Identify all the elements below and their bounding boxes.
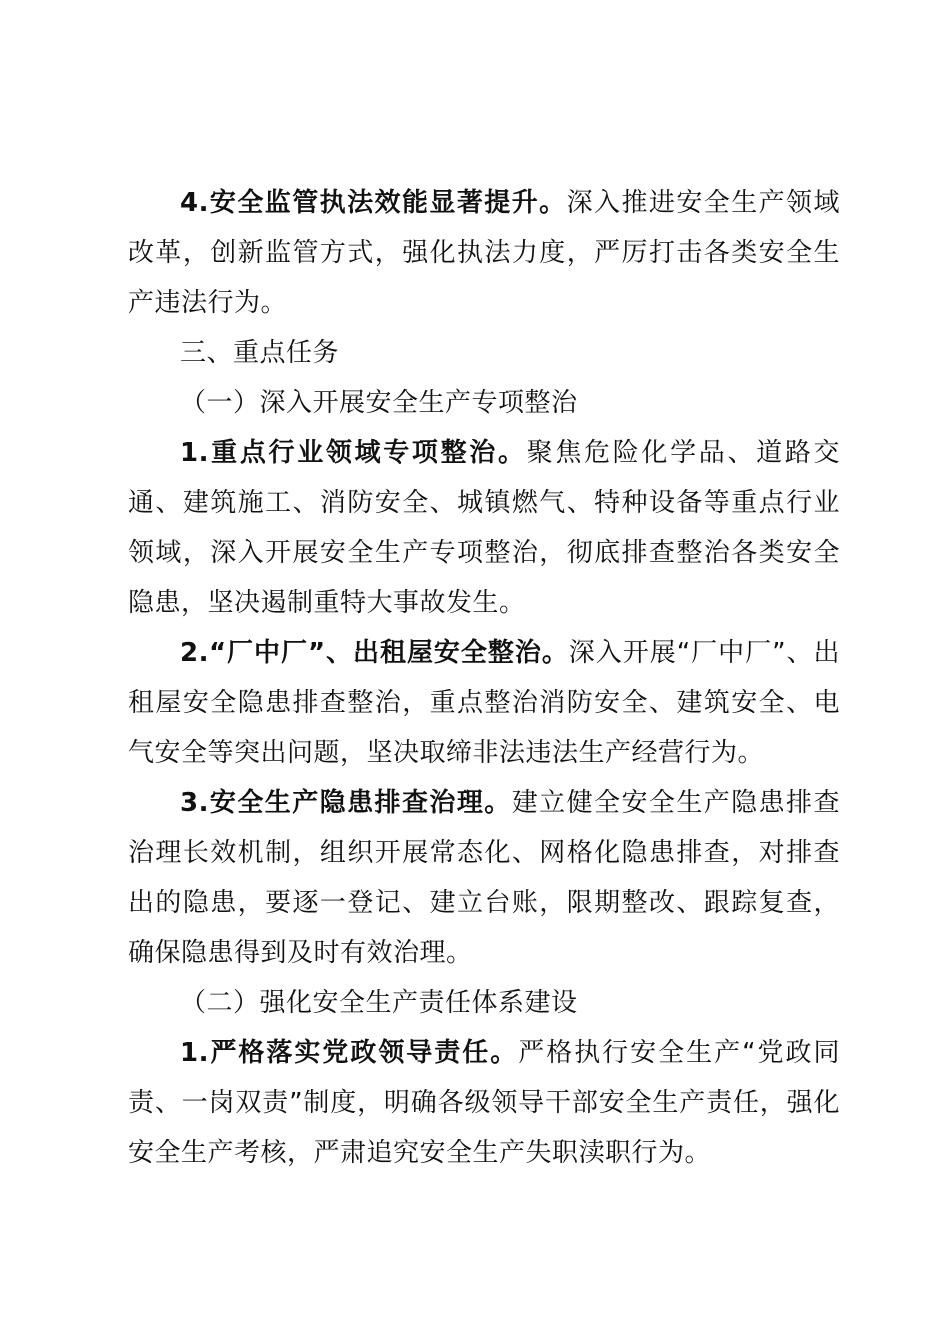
subsection-heading-text: （二）强化安全生产责任体系建设 bbox=[180, 988, 578, 1018]
paragraph-body: 聚焦危险化学品、道路交通、建筑施工、消防安全、城镇燃气、特种设备等重点行业领域，深入开展安全生产专项整治，彻底排查整治各类安全隐患，坚决遏制重特大事故发生。 bbox=[128, 438, 840, 618]
paragraph-lead: 1.重点行业领域专项整治。 bbox=[180, 438, 527, 468]
paragraph-lead: 4.安全监管执法效能显著提升。 bbox=[180, 188, 567, 218]
paragraph-goal-4 bbox=[128, 178, 840, 328]
subsection-heading-1 bbox=[128, 378, 840, 428]
paragraph-task-2-1 bbox=[128, 1028, 840, 1178]
paragraph-lead: 3.安全生产隐患排查治理。 bbox=[180, 788, 512, 818]
section-heading-text: 三、重点任务 bbox=[180, 338, 340, 368]
paragraph-body: 深入推进安全生产领域改革，创新监管方式，强化执法力度，严厉打击各类安全生产违法行为。 bbox=[128, 188, 840, 318]
document-page bbox=[128, 178, 840, 1178]
paragraph-body: 建立健全安全生产隐患排查治理长效机制，组织开展常态化、网格化隐患排查，对排查出的隐患，要逐一登记、建立台账，限期整改、跟踪复查，确保隐患得到及时有效治理。 bbox=[128, 788, 840, 968]
paragraph-task-1-2 bbox=[128, 628, 840, 778]
subsection-heading-text: （一）深入开展安全生产专项整治 bbox=[180, 388, 578, 418]
paragraph-lead: 1.严格落实党政领导责任。 bbox=[180, 1038, 519, 1068]
section-heading-key-tasks bbox=[128, 328, 840, 378]
paragraph-body: 严格执行安全生产“党政同责、一岗双责”制度，明确各级领导干部安全生产责任，强化安全生产考核，严肃追究安全生产失职渎职行为。 bbox=[128, 1038, 840, 1168]
paragraph-body: 深入开展“厂中厂”、出租屋安全隐患排查整治，重点整治消防安全、建筑安全、电气安全等突出问题，坚决取缔非法违法生产经营行为。 bbox=[128, 638, 840, 768]
subsection-heading-2 bbox=[128, 978, 840, 1028]
paragraph-task-1-3 bbox=[128, 778, 840, 978]
paragraph-task-1-1 bbox=[128, 428, 840, 628]
paragraph-lead: 2.“厂中厂”、出租屋安全整治。 bbox=[180, 638, 569, 668]
